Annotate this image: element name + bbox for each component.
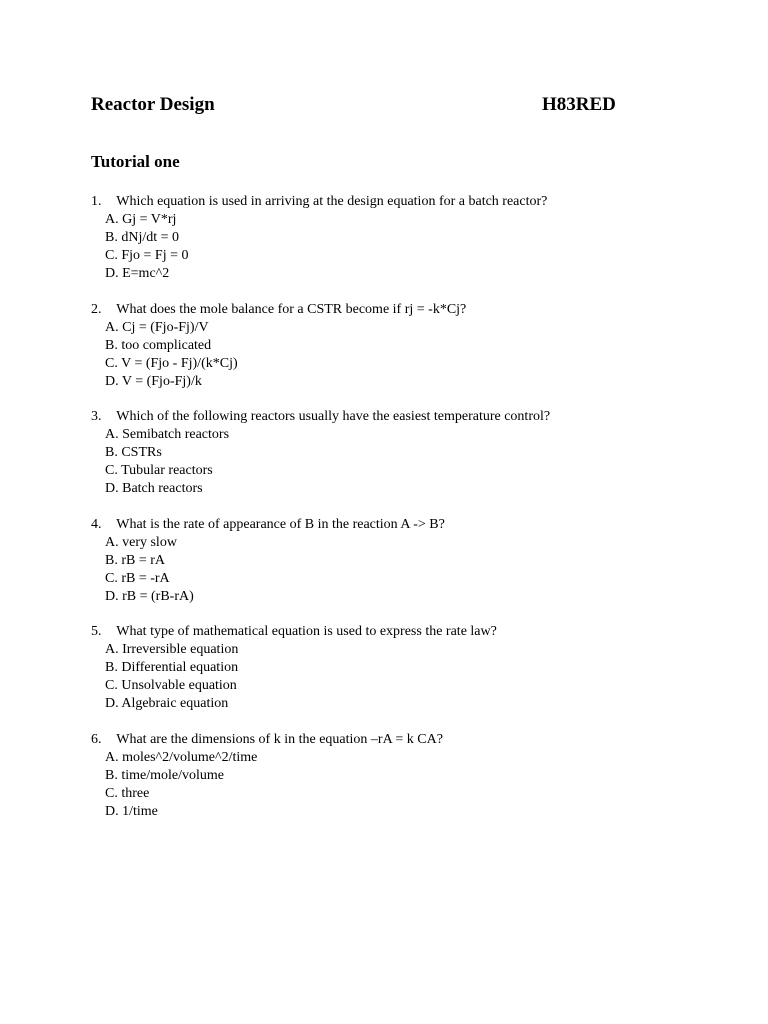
- question-text: Which of the following reactors usually have the easiest temperature control?: [116, 409, 551, 424]
- answer-option: C. rB = -rA: [105, 570, 170, 586]
- answer-option: D. 1/time: [105, 803, 158, 819]
- question-number: 5.: [91, 624, 102, 639]
- question-text: What is the rate of appearance of B in the reaction A -> B?: [116, 516, 445, 532]
- answer-option: B. too complicated: [105, 337, 212, 353]
- answer-option: A. Cj = (Fjo-Fj)/V: [105, 319, 209, 335]
- question-number: 3.: [91, 409, 102, 424]
- question-2: [91, 301, 691, 391]
- answer-option: A. moles^2/volume^2/time: [105, 749, 258, 765]
- answer-option: C. Unsolvable equation: [105, 678, 237, 693]
- answer-option: B. dNj/dt = 0: [105, 230, 180, 245]
- document-title: Reactor Design: [91, 94, 215, 115]
- question-3: [91, 408, 691, 498]
- answer-option: A. Gj = V*rj: [105, 212, 177, 227]
- question-text: What does the mole balance for a CSTR become if rj = -k*Cj?: [116, 301, 467, 317]
- question-6: [91, 731, 691, 821]
- tutorial-heading: Tutorial one: [91, 152, 180, 171]
- question-5: [91, 623, 691, 713]
- answer-option: A. Semibatch reactors: [105, 427, 230, 442]
- question-1: [91, 193, 691, 283]
- answer-option: C. V = (Fjo - Fj)/(k*Cj): [105, 355, 238, 371]
- answer-option: C. three: [105, 785, 150, 801]
- question-text: What type of mathematical equation is used to express the rate law?: [116, 624, 497, 639]
- answer-option: A. Irreversible equation: [105, 642, 239, 657]
- question-4: [91, 516, 691, 606]
- question-list: [91, 193, 691, 838]
- question-number: 6.: [91, 731, 102, 747]
- answer-option: D. Batch reactors: [105, 481, 203, 496]
- answer-option: B. rB = rA: [105, 552, 166, 568]
- question-number: 2.: [91, 301, 102, 317]
- question-number: 1.: [91, 194, 102, 209]
- answer-option: B. time/mole/volume: [105, 767, 224, 783]
- question-number: 4.: [91, 516, 102, 532]
- question-text: Which equation is used in arriving at the design equation for a batch reactor?: [116, 194, 548, 209]
- answer-option: D. V = (Fjo-Fj)/k: [105, 373, 202, 389]
- answer-option: B. Differential equation: [105, 660, 239, 675]
- answer-option: C. Fjo = Fj = 0: [105, 248, 189, 263]
- answer-option: D. E=mc^2: [105, 266, 170, 281]
- question-text: What are the dimensions of k in the equation –rA = k CA?: [116, 731, 443, 747]
- answer-option: A. very slow: [105, 534, 177, 550]
- answer-option: D. rB = (rB-rA): [105, 588, 194, 604]
- answer-option: B. CSTRs: [105, 445, 162, 460]
- answer-option: D. Algebraic equation: [105, 696, 229, 711]
- course-code: H83RED: [542, 94, 616, 115]
- answer-option: C. Tubular reactors: [105, 463, 213, 478]
